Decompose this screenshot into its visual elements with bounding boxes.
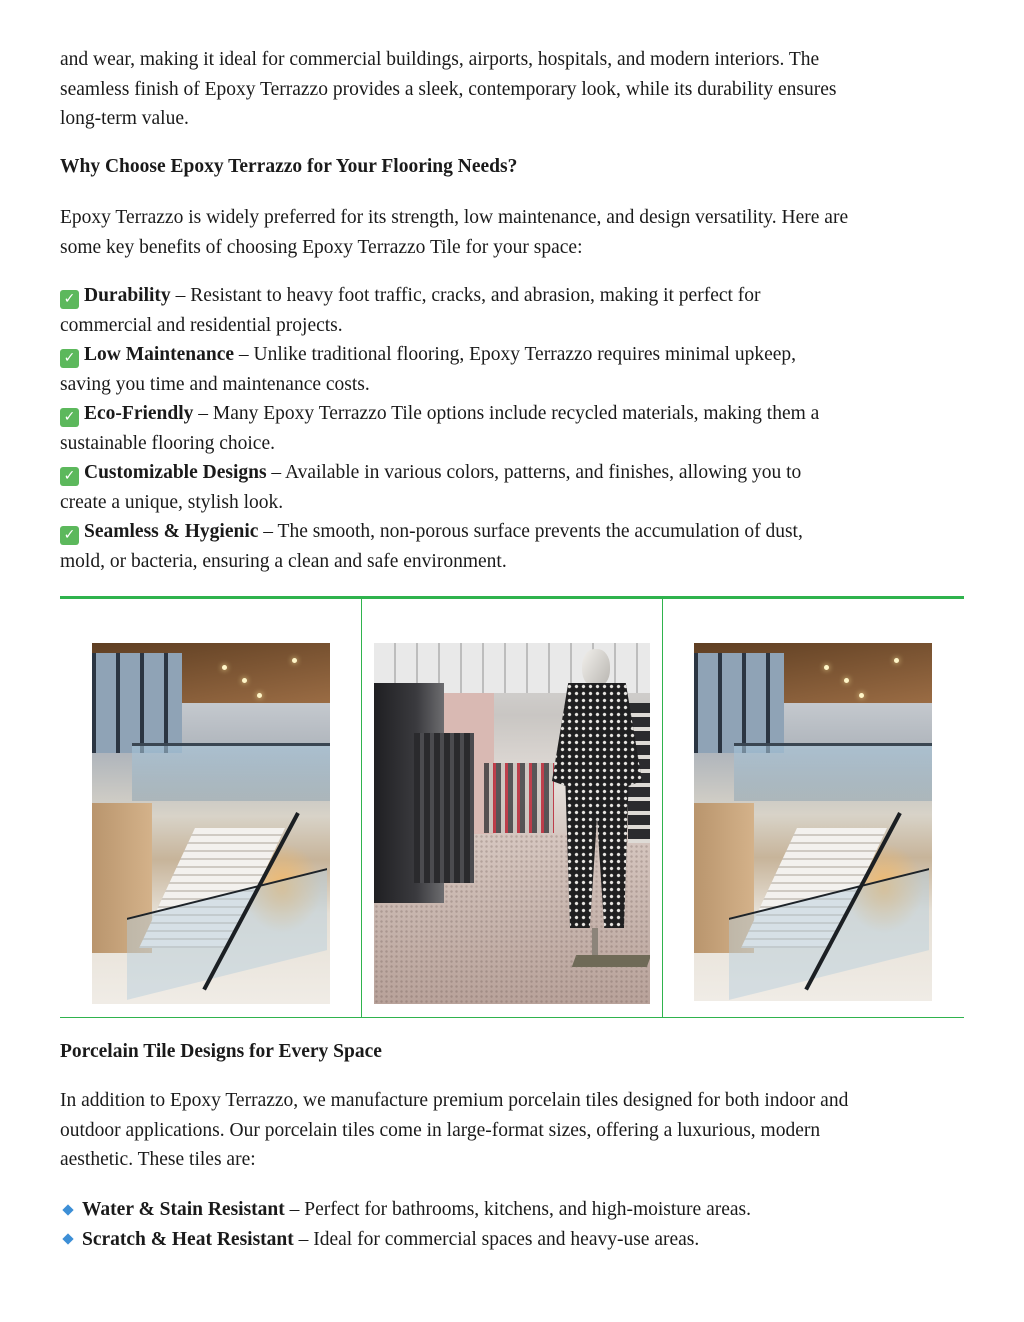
list-item	[60, 340, 964, 399]
features-list	[60, 1195, 964, 1254]
intro-line-1: and wear, making it ideal for commercial buildings, airports, hospitals, and modern interiors. The	[60, 49, 820, 70]
section2-paragraph	[60, 1086, 964, 1175]
section1-line-1: Epoxy Terrazzo is widely preferred for its strength, low maintenance, and design versatility. Here are	[60, 207, 849, 228]
benefit-title: Customizable Designs	[84, 462, 267, 483]
list-item	[60, 399, 964, 458]
feature-text: – Perfect for bathrooms, kitchens, and high-moisture areas.	[284, 1199, 752, 1220]
section1-heading: Why Choose Epoxy Terrazzo for Your Flooring Needs?	[60, 156, 518, 177]
gallery-divider	[662, 599, 663, 1017]
benefit-title: Low Maintenance	[84, 344, 235, 365]
benefit-text-cont: mold, or bacteria, ensuring a clean and safe environment.	[60, 550, 507, 572]
benefit-title: Durability	[84, 285, 171, 306]
section2-heading-wrap	[60, 1037, 964, 1067]
intro-line-3: long-term value.	[60, 108, 189, 129]
benefits-list	[60, 281, 964, 576]
gallery-bottom-border	[60, 1017, 964, 1018]
boutique-mannequin-photo	[374, 643, 650, 1004]
benefit-text-cont: sustainable flooring choice.	[60, 432, 275, 454]
benefit-text-cont: saving you time and maintenance costs.	[60, 373, 370, 395]
intro-paragraph	[60, 45, 964, 134]
list-item	[60, 517, 964, 576]
benefit-text-cont: create a unique, stylish look.	[60, 491, 284, 513]
list-item	[60, 1225, 964, 1255]
list-item	[60, 1195, 964, 1225]
section1-heading-wrap	[60, 152, 964, 182]
atrium-staircase-photo	[694, 643, 932, 1001]
blue-diamond-icon	[62, 1204, 73, 1215]
benefit-text: – Many Epoxy Terrazzo Tile options include recycled materials, making them a	[193, 403, 820, 424]
blue-diamond-icon	[62, 1233, 73, 1244]
list-item	[60, 458, 964, 517]
checkmark-icon: ✓	[60, 408, 79, 427]
benefit-text: – Resistant to heavy foot traffic, cracks, and abrasion, making it perfect for	[170, 285, 761, 306]
list-item	[60, 281, 964, 340]
checkmark-icon: ✓	[60, 467, 79, 486]
benefit-text: – Available in various colors, patterns, and finishes, allowing you to	[266, 462, 802, 483]
section2-line-2: outdoor applications. Our porcelain tiles come in large-format sizes, offering a luxurious, modern	[60, 1119, 821, 1141]
benefit-text: – Unlike traditional flooring, Epoxy Terrazzo requires minimal upkeep,	[234, 344, 797, 365]
gallery-divider	[361, 599, 362, 1017]
section2-line-3: aesthetic. These tiles are:	[60, 1149, 256, 1170]
feature-title: Scratch & Heat Resistant	[82, 1228, 294, 1250]
checkmark-icon: ✓	[60, 290, 79, 309]
gallery-top-border	[60, 596, 964, 599]
benefit-title: Seamless & Hygienic	[84, 521, 259, 542]
benefit-text-cont: commercial and residential projects.	[60, 314, 343, 336]
intro-line-2: seamless finish of Epoxy Terrazzo provides a sleek, contemporary look, while its durability ensures	[60, 78, 837, 100]
feature-title: Water & Stain Resistant	[82, 1199, 285, 1220]
section2-line-1: In addition to Epoxy Terrazzo, we manufacture premium porcelain tiles designed for both indoor and	[60, 1090, 849, 1111]
benefit-title: Eco-Friendly	[84, 403, 194, 424]
feature-text: – Ideal for commercial spaces and heavy-use areas.	[293, 1228, 700, 1250]
benefit-text: – The smooth, non-porous surface prevents the accumulation of dust,	[258, 521, 803, 542]
section2-heading: Porcelain Tile Designs for Every Space	[60, 1041, 382, 1062]
checkmark-icon: ✓	[60, 349, 79, 368]
section1-line-2: some key benefits of choosing Epoxy Terrazzo Tile for your space:	[60, 236, 583, 258]
section1-paragraph	[60, 203, 964, 262]
atrium-staircase-photo	[92, 643, 330, 1004]
checkmark-icon: ✓	[60, 526, 79, 545]
image-gallery	[60, 596, 964, 1018]
